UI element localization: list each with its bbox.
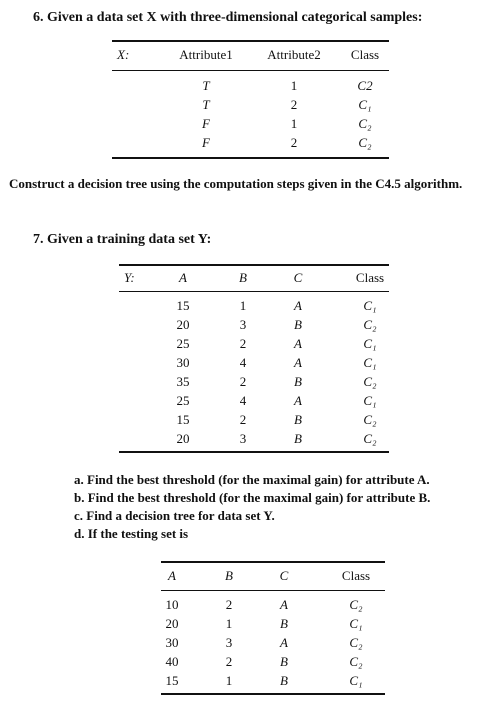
test-table-cell-c: B: [280, 673, 288, 688]
table-y-cell-a: 35: [176, 374, 190, 389]
table-x-label: X:: [117, 47, 130, 62]
table-y-header-b: B: [239, 270, 247, 285]
table-y-cell-a: 15: [176, 298, 190, 313]
table-y-cell-a: 15: [176, 412, 190, 427]
table-y-label: Y:: [124, 270, 135, 285]
table-y-cell-b: 1: [239, 298, 247, 313]
test-table-cell-class: C₂: [349, 597, 363, 612]
table-y-cell-c: B: [294, 412, 302, 427]
test-table-header-c: C: [279, 568, 289, 583]
table-y-cell-class: C₂: [363, 317, 377, 332]
table-y-cell-a: 25: [176, 393, 190, 408]
table-y-cell-c: B: [294, 317, 302, 332]
table-y-cell-class: C₂: [363, 431, 377, 446]
test-table-cell-b: 2: [225, 654, 233, 669]
table-y-cell-class: C₁: [363, 298, 377, 313]
table-y-cell-class: C₁: [363, 355, 377, 370]
q7-heading: 7. Given a training data set Y:: [33, 232, 212, 247]
table-y-cell-c: A: [294, 393, 302, 408]
test-table-cell-class: C₁: [349, 673, 363, 688]
test-table-header-class: Class: [341, 568, 371, 583]
q7-part-d: d. If the testing set is: [74, 526, 189, 541]
table-y-cell-a: 30: [176, 355, 190, 370]
table-y-cell-class: C₁: [363, 336, 377, 351]
table-x-cell-class: C₂: [358, 135, 372, 150]
test-table-header-rule: [161, 590, 385, 591]
q7-part-b: b. Find the best threshold (for the maximal gain) for attribute B.: [74, 490, 431, 505]
table-y-cell-b: 3: [239, 317, 247, 332]
table-y-cell-c: B: [294, 374, 302, 389]
test-table-cell-a: 20: [165, 616, 179, 631]
table-y-top-rule: [119, 264, 389, 266]
test-table-bottom-rule: [161, 693, 385, 695]
table-x-cell-attribute2: 1: [290, 116, 298, 131]
table-y-cell-b: 4: [239, 355, 247, 370]
table-y-header-class: Class: [355, 270, 385, 285]
test-table-cell-b: 2: [225, 597, 233, 612]
test-table-cell-a: 40: [165, 654, 179, 669]
test-table-cell-a: 30: [165, 635, 179, 650]
table-x-header-rule: [112, 70, 389, 71]
test-table-header-a: A: [168, 568, 176, 583]
test-table-cell-c: A: [280, 597, 288, 612]
q6-heading: 6. Given a data set X with three-dimensional categorical samples:: [33, 10, 423, 25]
table-x-header-class: Class: [350, 47, 380, 62]
table-y-cell-c: A: [294, 355, 302, 370]
table-y-header-c: C: [293, 270, 303, 285]
table-y-cell-b: 3: [239, 431, 247, 446]
table-x-cell-attribute2: 1: [290, 78, 298, 93]
table-y-cell-class: C₂: [363, 412, 377, 427]
test-table-cell-c: B: [280, 616, 288, 631]
table-x-cell-attribute1: F: [202, 135, 210, 150]
table-y-cell-a: 20: [176, 317, 190, 332]
test-table-header-b: B: [225, 568, 233, 583]
test-table-cell-b: 1: [225, 616, 233, 631]
table-x-cell-attribute1: T: [202, 97, 210, 112]
test-table-cell-b: 3: [225, 635, 233, 650]
test-table-cell-a: 10: [165, 597, 179, 612]
table-x-cell-class: C₁: [358, 97, 372, 112]
test-table-cell-class: C₂: [349, 654, 363, 669]
table-y-cell-c: A: [294, 298, 302, 313]
table-x-header-attribute1: Attribute1: [179, 47, 233, 62]
table-y-cell-a: 20: [176, 431, 190, 446]
q7-part-a: a. Find the best threshold (for the maximal gain) for attribute A.: [74, 472, 430, 487]
test-table-cell-class: C₂: [349, 635, 363, 650]
table-x-top-rule: [112, 40, 389, 42]
table-x-cell-class: C₂: [358, 116, 372, 131]
q6-instruction: Construct a decision tree using the computation steps given in the C4.5 algorithm.: [9, 176, 463, 191]
table-y-cell-b: 4: [239, 393, 247, 408]
table-y-header-rule: [119, 291, 389, 292]
table-y-cell-b: 2: [239, 374, 247, 389]
test-table-cell-b: 1: [225, 673, 233, 688]
test-table-cell-c: A: [280, 635, 288, 650]
table-y-cell-a: 25: [176, 336, 190, 351]
table-x-cell-attribute2: 2: [290, 135, 298, 150]
table-y-cell-class: C₂: [363, 374, 377, 389]
table-y-bottom-rule: [119, 451, 389, 453]
test-table-cell-class: C₁: [349, 616, 363, 631]
table-y-cell-c: A: [294, 336, 302, 351]
test-table-cell-a: 15: [165, 673, 179, 688]
q7-part-c: c. Find a decision tree for data set Y.: [74, 508, 275, 523]
table-x-bottom-rule: [112, 157, 389, 159]
table-y-cell-b: 2: [239, 412, 247, 427]
table-x-cell-attribute1: F: [202, 116, 210, 131]
test-table-cell-c: B: [280, 654, 288, 669]
table-y-header-a: A: [179, 270, 187, 285]
table-y-cell-class: C₁: [363, 393, 377, 408]
table-x-cell-class: C2: [357, 78, 373, 93]
table-x-cell-attribute1: T: [202, 78, 210, 93]
table-x-cell-attribute2: 2: [290, 97, 298, 112]
table-x-header-attribute2: Attribute2: [267, 47, 321, 62]
table-y-cell-c: B: [294, 431, 302, 446]
test-table-top-rule: [161, 561, 385, 563]
table-y-cell-b: 2: [239, 336, 247, 351]
